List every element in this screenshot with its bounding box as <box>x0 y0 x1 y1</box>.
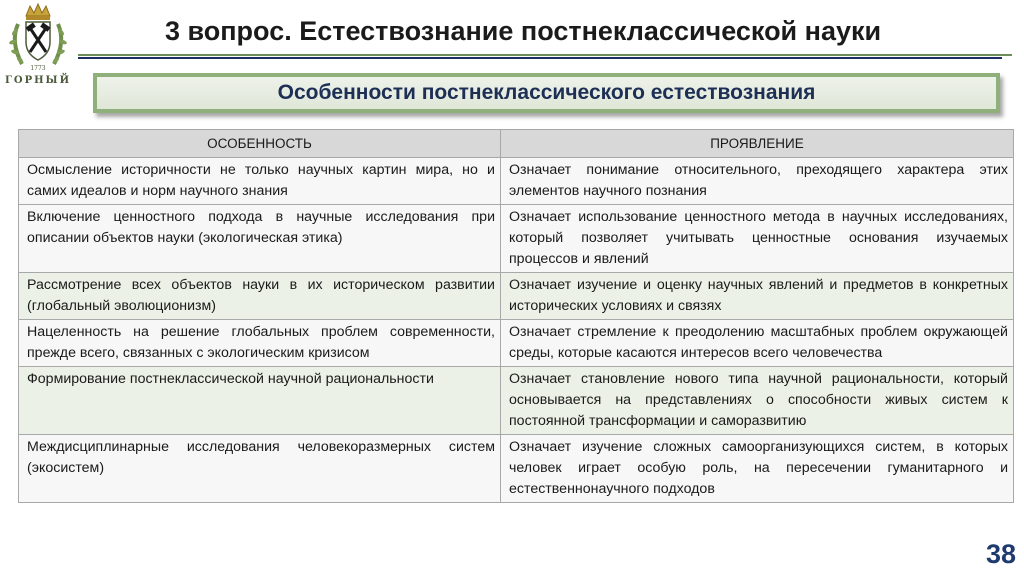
table-row <box>19 273 1014 320</box>
manifestation-cell: Означает изучение и оценку научных явлений и предметов в конкретных исторических условиях и связях <box>501 273 1014 320</box>
feature-cell: Рассмотрение всех объектов науки в их историческом развитии (глобальный эволюционизм) <box>19 273 501 320</box>
table-row <box>19 205 1014 273</box>
feature-cell: Формирование постнеклассической научной рациональности <box>19 367 501 435</box>
table-row <box>19 367 1014 435</box>
manifestation-cell: Означает понимание относительного, преходящего характера этих элементов научного познания <box>501 158 1014 205</box>
table-row <box>19 435 1014 503</box>
feature-cell: Нацеленность на решение глобальных проблем современности, прежде всего, связанных с экологическим кризисом <box>19 320 501 367</box>
manifestation-cell: Означает использование ценностного метода в научных исследованиях, который позволяет учитывать ценностные основания изучаемых процессов и явлений <box>501 205 1014 273</box>
manifestation-cell: Означает стремление к преодолению масштабных проблем окружающей среды, которые касаются интересов всего человечества <box>501 320 1014 367</box>
logo-text: ГОРНЫЙ <box>4 75 72 86</box>
column-header-manifestation: ПРОЯВЛЕНИЕ <box>501 130 1014 158</box>
subtitle-banner <box>93 73 1000 113</box>
university-logo <box>4 2 72 92</box>
features-table <box>18 129 1014 503</box>
title-divider-green <box>78 54 1012 56</box>
column-header-feature: ОСОБЕННОСТЬ <box>19 130 501 158</box>
table-row <box>19 158 1014 205</box>
feature-cell: Включение ценностного подхода в научные исследования при описании объектов науки (экологическая этика) <box>19 205 501 273</box>
feature-cell: Междисциплинарные исследования человекоразмерных систем (экосистем) <box>19 435 501 503</box>
table-header-row <box>19 130 1014 158</box>
page-title: 3 вопрос. Естествознание постнеклассической науки <box>165 16 882 46</box>
feature-cell: Осмысление историчности не только научных картин мира, но и самих идеалов и норм научного знания <box>19 158 501 205</box>
subtitle-text: Особенности постнеклассического естествознания <box>277 81 816 104</box>
table-row <box>19 320 1014 367</box>
crown-emblem-icon <box>4 2 72 74</box>
title-divider-navy <box>78 57 1002 59</box>
svg-text:1773: 1773 <box>30 65 46 72</box>
manifestation-cell: Означает изучение сложных самоорганизующихся систем, в которых человек играет особую роль, на пересечении гуманитарного и естественнонаучного подходов <box>501 435 1014 503</box>
manifestation-cell: Означает становление нового типа научной рациональности, который основывается на представлениях о способности живых систем к постоянной трансформации и саморазвитию <box>501 367 1014 435</box>
page-number: 38 <box>985 539 1016 569</box>
